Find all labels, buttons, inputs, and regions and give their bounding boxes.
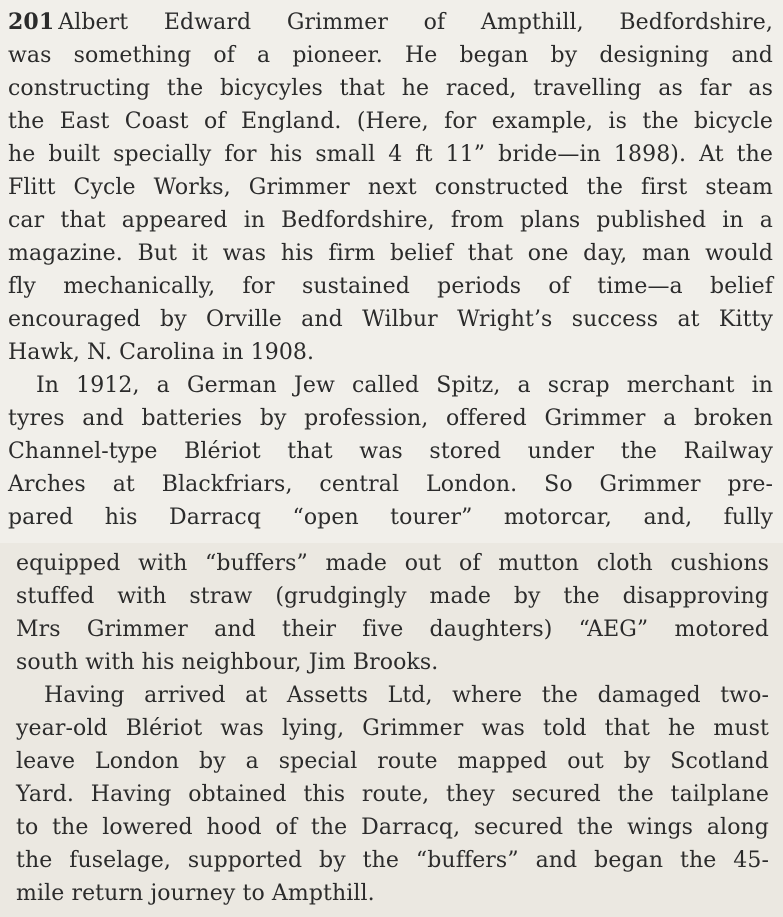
text-line: stuffed with straw (grudgingly made by the disapproving <box>16 584 769 609</box>
text-line: year-old Blériot was lying, Grimmer was told that he must <box>16 716 769 741</box>
text-line: leave London by a special route mapped out by Scotland <box>16 749 769 774</box>
text-line: Hawk, N. Carolina in 1908. <box>8 340 315 365</box>
text-line: equipped with “buffers” made out of mutton cloth cushions <box>16 551 769 576</box>
text-line: he built specially for his small 4 ft 11” bride—in 1898). At the <box>8 142 773 167</box>
text-line: In 1912, a German Jew called Spitz, a scrap merchant in <box>36 373 773 398</box>
entry-number: 201 <box>8 9 55 35</box>
text-line: pared his Darracq “open tourer” motorcar, and, fully <box>8 505 773 530</box>
text-line: Having arrived at Assetts Ltd, where the damaged two- <box>44 683 769 708</box>
text-line: Arches at Blackfriars, central London. So Grimmer pre- <box>8 472 773 497</box>
text-line: the East Coast of England. (Here, for example, is the bicycle <box>8 109 773 134</box>
text-line: car that appeared in Bedfordshire, from plans published in a <box>8 208 773 233</box>
text-line: Mrs Grimmer and their five daughters) “AEG” motored <box>16 617 769 642</box>
text-line: magazine. But it was his firm belief that one day, man would <box>8 241 773 266</box>
text-line: tyres and batteries by profession, offered Grimmer a broken <box>8 406 773 431</box>
text-line: encouraged by Orville and Wilbur Wright’s success at Kitty <box>8 307 773 332</box>
text-line: the fuselage, supported by the “buffers” and began the 45- <box>16 848 769 873</box>
text-line: mile return journey to Ampthill. <box>16 881 375 906</box>
lower-text-block <box>0 543 783 917</box>
text-line: Flitt Cycle Works, Grimmer next constructed the first steam <box>8 175 773 200</box>
text-line: constructing the bicycyles that he raced, travelling as far as <box>8 76 773 101</box>
text-line: was something of a pioneer. He began by designing and <box>8 43 773 68</box>
text-line: fly mechanically, for sustained periods of time—a belief <box>8 274 773 299</box>
text-line: Yard. Having obtained this route, they secured the tailplane <box>16 782 769 807</box>
text-line: to the lowered hood of the Darracq, secured the wings along <box>16 815 769 840</box>
text-line <box>8 6 773 39</box>
text-line: Channel-type Blériot that was stored under the Railway <box>8 439 773 464</box>
text-line: south with his neighbour, Jim Brooks. <box>16 650 439 675</box>
text-line-content: Albert Edward Grimmer of Ampthill, Bedfordshire, <box>58 10 773 35</box>
